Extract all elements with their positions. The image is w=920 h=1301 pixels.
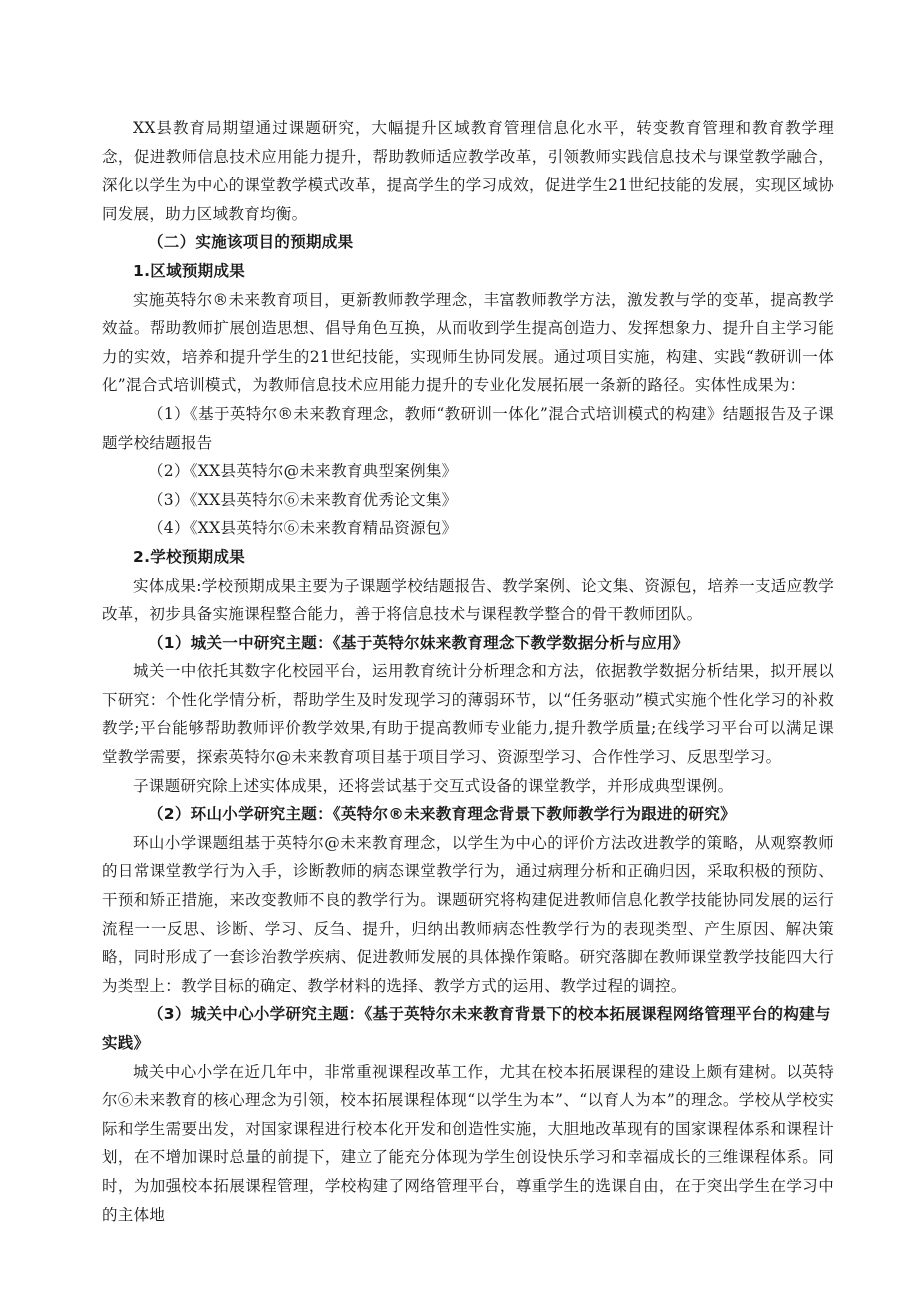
outcome-item-2: （2）《XX县英特尔@未来教育典型案例集》 <box>148 462 458 481</box>
outcome-item-3: （3）《XX县英特尔⑥未来教育优秀论文集》 <box>148 490 458 509</box>
subheading-region-results: 1.区域预期成果 <box>133 261 246 280</box>
region-results-paragraph: 实施英特尔®未来教育项目，更新教师教学理念，丰富教师教学方法，激发教与学的变革，提高教学效益。帮助教师扩展创造思想、倡导角色互换，从而收到学生提高创造力、发挥想象力、提升自主学习能力的实效，培养和提升学生的21世纪技能，实现师生协同发展。通过项目实施，构建、实践“教研训一体化”混合式培训模式，为教师信息技术应用能力提升的专业化发展拓展一条新的路径。实体性成果为： <box>102 290 834 395</box>
outcome-item-1: （1）《基于英特尔®未来教育理念，教师“教研训一体化”混合式培训模式的构建》结题报告及子课题学校结题报告 <box>102 404 834 452</box>
topic-heading-1: （1）城关一中研究主题：《基于英特尔妹来教育理念下教学数据分析与应用》 <box>148 633 689 652</box>
topic-heading-3: （3）城关中心小学研究主题：《基于英特尔未来教育背景下的校本拓展课程网络管理平台的构建与实践》 <box>102 1005 831 1052</box>
topic-3-paragraph: 城关中心小学在近几年中，非常重视课程改革工作，尤其在校本拓展课程的建设上颇有建树。以英特尔⑥未来教育的核心理念为引领，校本拓展课程体现“以学生为本”、“以育人为本”的理念。学校从学校实际和学生需要出发，对国家课程进行校本化开发和创造性实施，大胆地改革现有的国家课程体系和课程计划，在不增加课时总量的前提下，建立了能充分体现为学生创设快乐学习和幸福成长的三维课程体系。同时，为加强校本拓展课程管理，学校构建了网络管理平台，尊重学生的选课自由，在于突出学生在学习中的主体地 <box>102 1062 834 1224</box>
topic-2-paragraph: 环山小学课题组基于英特尔@未来教育理念，以学生为中心的评价方法改进教学的策略，从观察教师的日常课堂教学行为入手，诊断教师的病态课堂教学行为，通过病理分析和正确归因，采取积极的预防、干预和矫正措施，来改变教师不良的教学行为。课题研究将构建促进教师信息化教学技能协同发展的运行流程一一反思、诊断、学习、反刍、提升，归纳出教师病态性教学行为的表现类型、产生原因、解决策略，同时形成了一套诊治教学疾病、促进教师发展的具体操作策略。研究落脚在教师课堂教学技能四大行为类型上：教学目标的确定、教学材料的选择、教学方式的运用、教学过程的调控。 <box>102 833 834 995</box>
topic-heading-2: （2）环山小学研究主题：《英特尔®未来教育理念背景下教师教学行为跟进的研究》 <box>148 805 736 824</box>
school-results-paragraph: 实体成果:学校预期成果主要为子课题学校结题报告、教学案例、论文集、资源包，培养一支适应教学改革，初步具备实施课程整合能力，善于将信息技术与课程教学整合的骨干教师团队。 <box>102 576 834 624</box>
topic-1-extra-paragraph: 子课题研究除上述实体成果，还将尝试基于交互式设备的课堂教学，并形成典型课例。 <box>133 776 734 795</box>
outcome-item-4: （4）《XX县英特尔⑥未来教育精品资源包》 <box>148 519 458 538</box>
section-heading-expected-results: （二）实施该项目的预期成果 <box>148 233 354 252</box>
topic-1-paragraph: 城关一中依托其数字化校园平台，运用教育统计分析理念和方法，依据教学数据分析结果，拟开展以下研究：个性化学情分析，帮助学生及时发现学习的薄弱环节，以“任务驱动”模式实施个性化学习的补救教学;平台能够帮助教师评价教学效果,有助于提高教师专业能力,提升教学质量;在线学习平台可以满足课堂教学需要，探索英特尔@未来教育项目基于项目学习、资源型学习、合作性学习、反思型学习。 <box>102 662 834 767</box>
subheading-school-results: 2.学校预期成果 <box>133 547 246 566</box>
intro-paragraph: XX县教育局期望通过课题研究，大幅提升区域教育管理信息化水平，转变教育管理和教育教学理念，促进教师信息技术应用能力提升，帮助教师适应教学改革，引领教师实践信息技术与课堂教学融合，深化以学生为中心的课堂教学模式改革，提高学生的学习成效，促进学生21世纪技能的发展，实现区域协同发展，助力区域教育均衡。 <box>102 119 834 223</box>
document-body <box>102 114 834 1229</box>
